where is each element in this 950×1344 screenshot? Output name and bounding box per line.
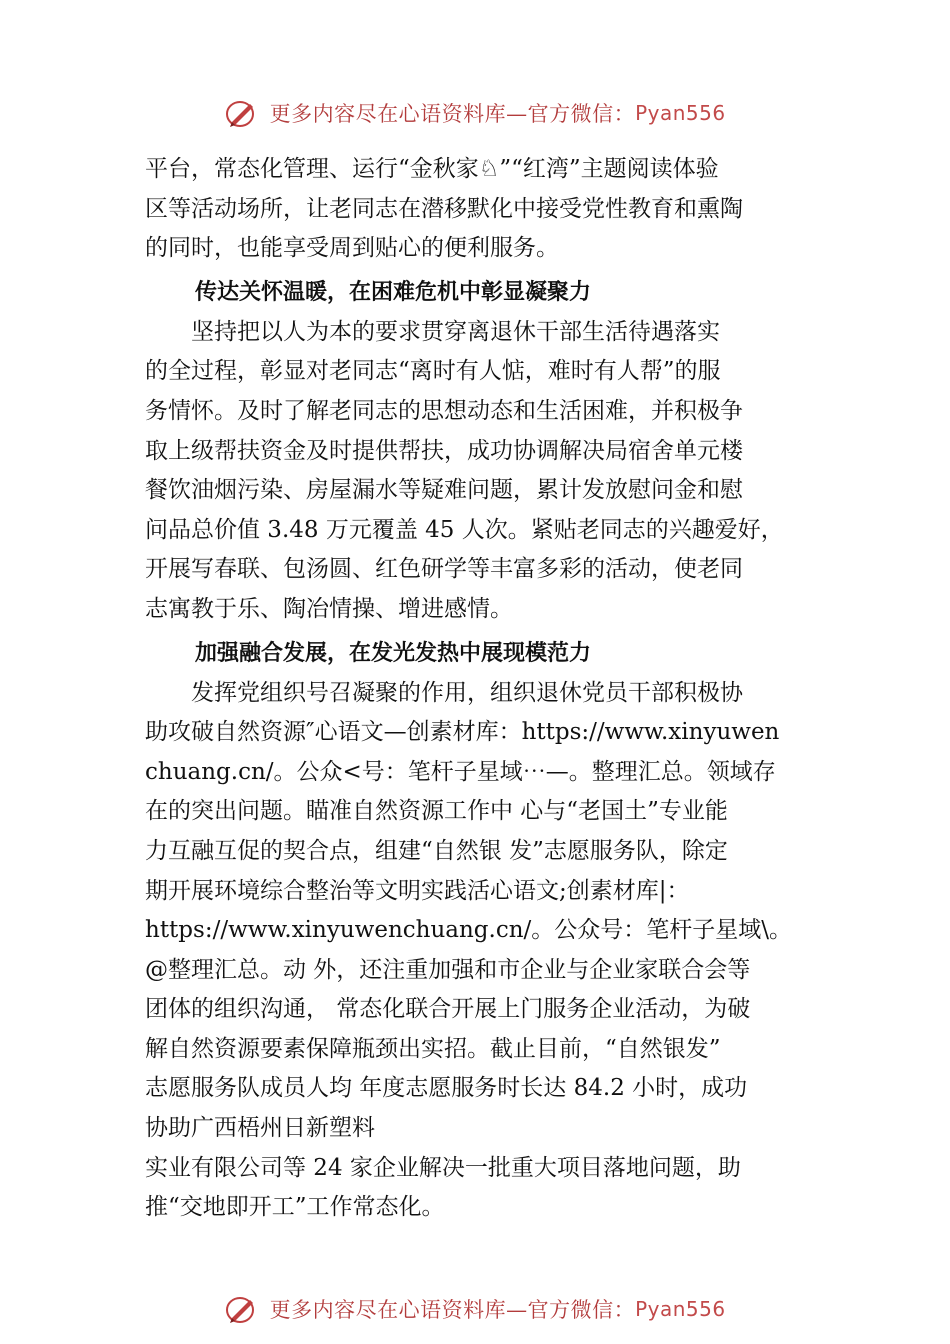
text-line: 力互融互促的契合点，组建“自然银 发”志愿服务队，除定: [145, 837, 728, 864]
section-heading-1: 传达关怀温暖，在困难危机中彰显凝聚力: [195, 279, 592, 305]
paragraph-1: [145, 150, 825, 269]
text-line: 实业有限公司等 24 家企业解决一批重大项目落地问题，助: [145, 1154, 741, 1181]
text-line: https://www.xinyuwenchuang.cn/。公众号：笔杆子星域\。: [145, 917, 793, 944]
text-line: 志愿服务队成员人均 年度志愿服务时长达 84.2 小时，成功: [145, 1075, 748, 1102]
watermark-text: 更多内容尽在心语资料库—官方微信：: [269, 102, 636, 126]
text-line: 区等活动场所，让老同志在潜移默化中接受党性教育和熏陶: [145, 195, 743, 222]
text-line: 平台，常态化管理、运行“金秋家♘”“红湾”主题阅读体验: [145, 156, 719, 182]
text-line: chuang.cn/。公众<号：笔杆子星域⋯—。整理汇总。领域存: [145, 758, 776, 785]
text-line: 务情怀。及时了解老同志的思想动态和生活困难，并积极争: [145, 397, 743, 424]
text-line: 在的突出问题。瞄准自然资源工作中 心与“老国土”专业能: [145, 798, 728, 825]
text-line: 问品总价值 3.48 万元覆盖 45 人次。紧贴老同志的兴趣爱好，: [145, 516, 784, 543]
text-line: 的同时，也能享受周到贴心的便利服务。: [145, 235, 559, 262]
text-line: 推“交地即开工”工作常态化。: [145, 1194, 445, 1221]
text-line: 取上级帮扶资金及时提供帮扶，成功协调解决局宿舍单元楼: [145, 437, 743, 464]
section-heading-2: 加强融合发展，在发光发热中展现模范力: [195, 640, 592, 666]
text-line: 的全过程，彰显对老同志“离时有人惦，难时有人帮”的服: [145, 358, 721, 385]
text-line: @整理汇总。动 外，还注重加强和市企业与企业家联合会等: [145, 956, 751, 983]
text-line: 期开展环境综合整治等文明实践活心语文;创素材库|：: [145, 877, 690, 904]
text-line: 开展写春联、包汤圆、红色研学等丰富多彩的活动，使老同: [145, 556, 743, 583]
text-line: 坚持把以人为本的要求贯穿离退休干部生活待遇落实: [191, 318, 720, 345]
watermark-footer: [0, 1294, 950, 1324]
text-line: 团体的组织沟通， 常态化联合开展上门服务企业活动，为破: [145, 996, 751, 1023]
watermark-header: [0, 98, 950, 128]
text-line: 解自然资源要素保障瓶颈出实招。截止目前，“自然银发”: [145, 1035, 721, 1062]
text-line: 餐饮油烟污染、房屋漏水等疑难问题，累计发放慰问金和慰: [145, 477, 743, 504]
text-line: 发挥党组织号召凝聚的作用，组织退休党员干部积极协: [191, 679, 743, 706]
watermark-text: 更多内容尽在心语资料库—官方微信：: [269, 1298, 636, 1322]
text-line: 助攻破自然资源″心语文—创素材库：https://www.xinyuwen: [145, 719, 780, 746]
watermark-id: Pyan556: [635, 1297, 726, 1321]
text-line: 协助广西梧州日新塑料: [145, 1115, 375, 1142]
pen-logo-icon: [224, 1294, 258, 1324]
paragraph-2: [145, 313, 825, 630]
document-body: [145, 150, 825, 1228]
watermark-id: Pyan556: [635, 101, 726, 125]
paragraph-3: [145, 674, 825, 1228]
pen-logo-icon: [224, 98, 258, 128]
text-line: 志寓教于乐、陶冶情操、增进感情。: [145, 595, 513, 622]
